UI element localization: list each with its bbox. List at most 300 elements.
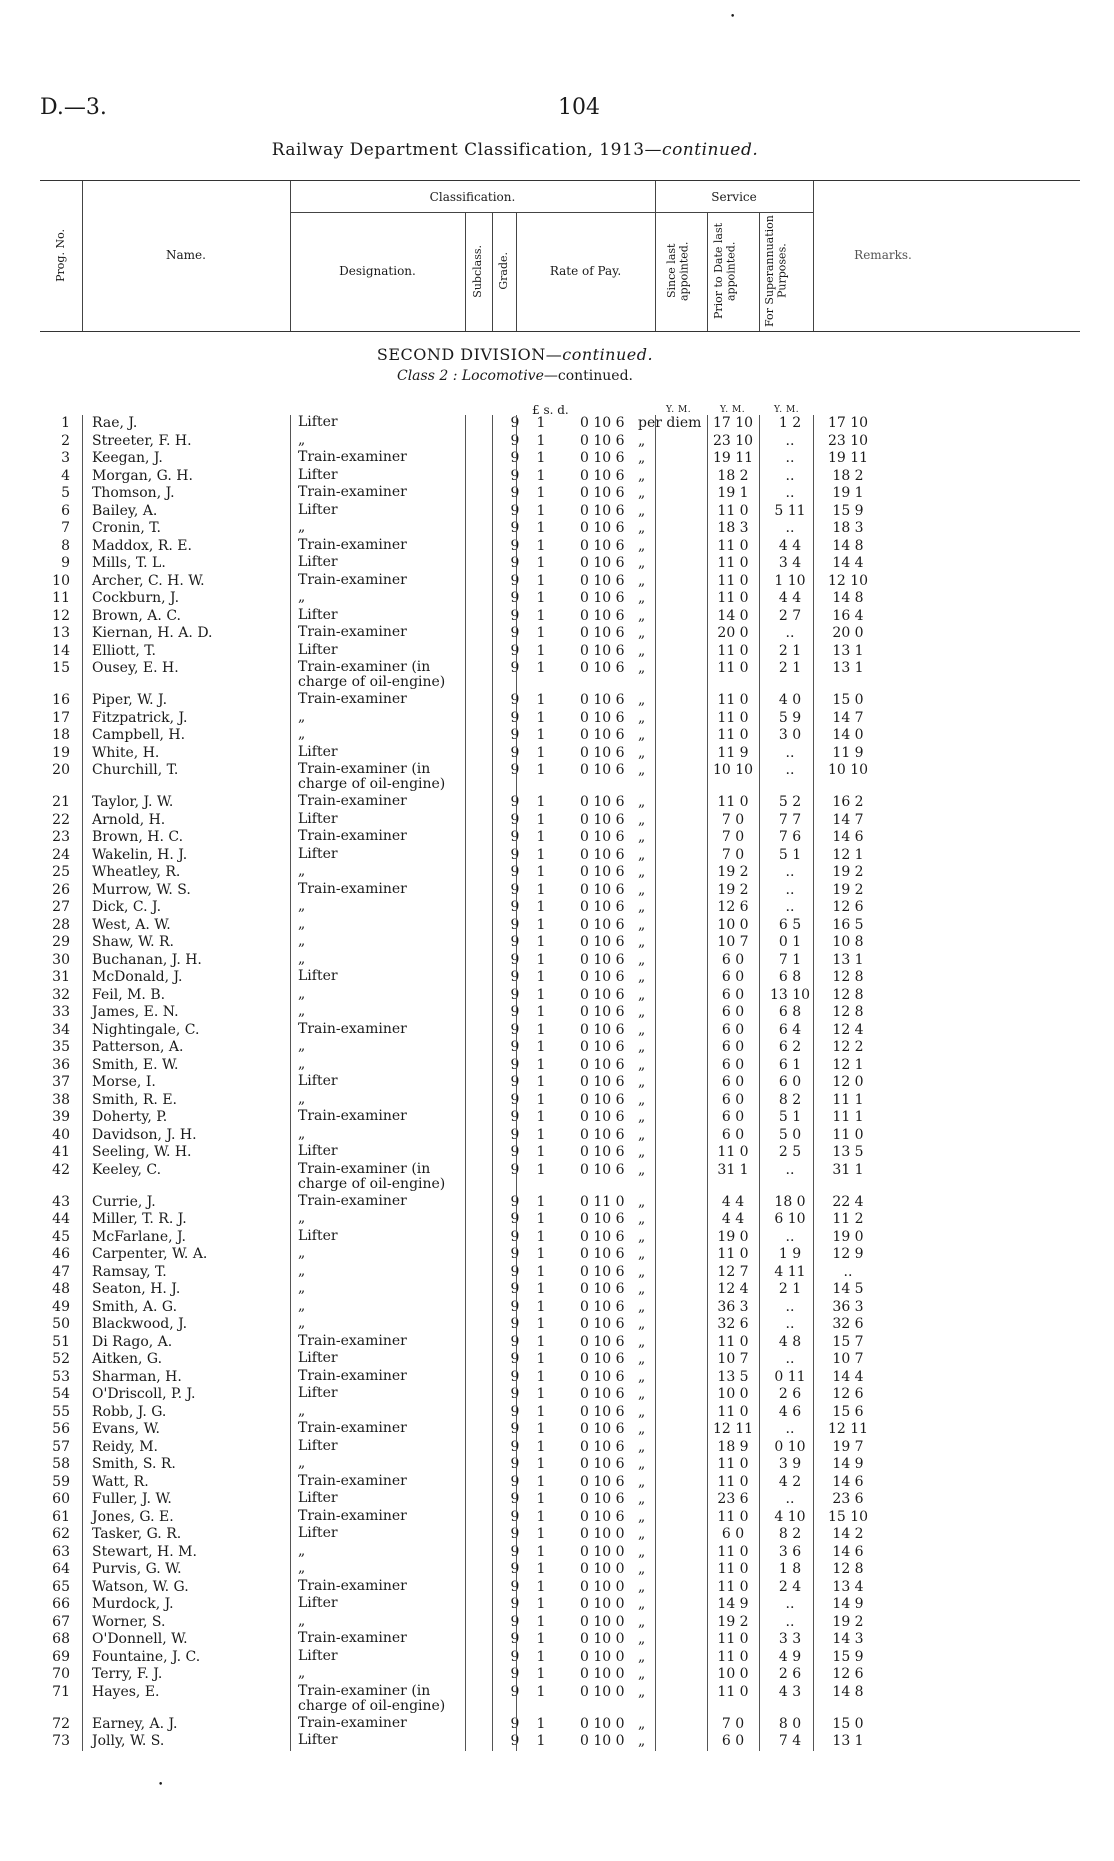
row-prog-number: 18 [52, 727, 70, 743]
row-rate-of-pay: 0 10 0 [580, 1648, 625, 1665]
row-prog-number: 21 [52, 794, 70, 810]
row-service-super: 15 0 [832, 692, 864, 708]
row-name: James, E. N. [92, 1004, 179, 1020]
table-row [40, 1684, 1080, 1716]
row-subclass: 9 [510, 572, 520, 589]
row-pay-period: „ [638, 1056, 646, 1073]
pay-units: £ s. d. [532, 403, 569, 417]
row-service-prior: 0 11 [774, 1368, 806, 1385]
row-service-prior: 5 1 [778, 846, 802, 863]
row-designation: Lifter [298, 1073, 338, 1089]
row-subclass: 9 [510, 607, 520, 624]
row-subclass: 9 [510, 1508, 520, 1525]
row-service-since: 36 3 [717, 1298, 749, 1315]
row-pay-period: „ [638, 1648, 646, 1665]
row-prog-number: 4 [61, 467, 70, 484]
row-grade: 1 [536, 934, 546, 950]
row-service-since: 12 6 [717, 899, 749, 915]
row-prog-number: 8 [61, 537, 70, 554]
row-service-since: 6 0 [721, 1733, 745, 1749]
row-service-prior: 2 1 [778, 642, 802, 659]
row-service-super: 19 7 [832, 1438, 864, 1455]
row-grade: 1 [536, 727, 546, 743]
row-rate-of-pay: 0 10 6 [580, 951, 625, 968]
row-subclass: 9 [510, 537, 520, 554]
row-prog-number: 49 [52, 1298, 70, 1315]
row-grade: 1 [536, 811, 546, 828]
row-service-prior: 2 1 [778, 1281, 802, 1297]
row-designation: „ [298, 1402, 306, 1419]
table-row [40, 625, 1080, 643]
row-service-prior: 6 8 [778, 1004, 802, 1020]
table-row [40, 1144, 1080, 1162]
row-subclass: 9 [510, 864, 520, 880]
row-pay-period: „ [638, 762, 646, 778]
row-name: Kiernan, H. A. D. [92, 625, 213, 641]
row-name: Hayes, E. [92, 1683, 160, 1700]
row-prog-number: 30 [52, 951, 70, 968]
row-designation: Train-examiner [298, 1714, 407, 1731]
table-row [40, 1194, 1080, 1212]
row-name: Wakelin, H. J. [92, 846, 188, 863]
row-prog-number: 34 [52, 1021, 70, 1038]
row-subclass: 9 [510, 1473, 520, 1490]
row-pay-period: „ [638, 450, 646, 466]
table-row [40, 1264, 1080, 1282]
table-row [40, 555, 1080, 573]
row-service-since: 11 0 [717, 1683, 749, 1700]
row-designation: „ [298, 1210, 306, 1226]
row-rate-of-pay: 0 10 6 [580, 1263, 625, 1280]
row-service-since: 11 0 [717, 692, 749, 708]
row-prog-number: 35 [52, 1039, 70, 1055]
row-designation: Train-examiner [298, 536, 407, 553]
row-service-super: 13 1 [832, 1733, 864, 1749]
table-row [40, 762, 1080, 794]
row-name: Jolly, W. S. [92, 1733, 165, 1749]
row-service-since: 19 11 [712, 450, 754, 466]
row-service-super: 12 8 [832, 969, 864, 985]
row-prog-number: 61 [52, 1508, 70, 1525]
row-service-super: 13 1 [832, 642, 864, 659]
row-pay-period: „ [638, 916, 646, 933]
row-name: Wheatley, R. [92, 864, 181, 880]
col-service: Service [655, 181, 813, 213]
row-prog-number: 6 [61, 502, 70, 519]
row-grade: 1 [536, 467, 546, 484]
row-grade: 1 [536, 572, 546, 589]
row-name: White, H. [92, 744, 160, 761]
row-service-since: 11 0 [717, 1403, 749, 1420]
row-pay-period: „ [638, 1316, 646, 1332]
row-service-since: 6 0 [721, 1056, 745, 1073]
row-designation: Train-examiner (in charge of oil-engine) [298, 1160, 446, 1192]
row-name: Tasker, G. R. [92, 1526, 182, 1542]
col-prior: Prior to Date last appointed. [712, 222, 738, 320]
row-rate-of-pay: 0 10 6 [580, 467, 625, 484]
row-service-prior: 4 10 [774, 1508, 806, 1525]
row-designation: „ [298, 1315, 306, 1331]
row-prog-number: 32 [52, 986, 70, 1003]
row-designation: Train-examiner (in charge of oil-engine) [298, 659, 446, 690]
row-service-prior: 5 9 [778, 709, 802, 726]
row-rate-of-pay: 0 10 6 [580, 794, 625, 810]
row-name: Stewart, H. M. [92, 1543, 197, 1560]
row-service-super: 12 8 [832, 1004, 864, 1020]
row-subclass: 9 [510, 1193, 520, 1210]
row-service-prior: 4 11 [774, 1263, 806, 1280]
row-service-prior: 3 3 [778, 1631, 802, 1647]
row-pay-period: „ [638, 727, 646, 743]
row-grade: 1 [536, 520, 546, 536]
row-service-since: 6 0 [721, 986, 745, 1003]
row-pay-period: „ [638, 1004, 646, 1020]
row-subclass: 9 [510, 1351, 520, 1367]
row-designation: „ [298, 1003, 306, 1019]
row-prog-number: 43 [52, 1193, 70, 1210]
row-grade: 1 [536, 1473, 546, 1490]
row-service-super: 14 9 [832, 1456, 864, 1472]
row-rate-of-pay: 0 10 6 [580, 1491, 625, 1507]
row-prog-number: 38 [52, 1091, 70, 1108]
row-rate-of-pay: 0 10 6 [580, 1316, 625, 1332]
row-grade: 1 [536, 1438, 546, 1455]
row-rate-of-pay: 0 10 6 [580, 899, 625, 915]
row-subclass: 9 [510, 1281, 520, 1297]
row-service-super: 19 0 [832, 1228, 864, 1245]
row-rate-of-pay: 0 10 6 [580, 881, 625, 898]
table-row [40, 1614, 1080, 1632]
row-designation: Train-examiner [298, 828, 407, 844]
row-prog-number: 29 [52, 934, 70, 950]
row-service-since: 11 0 [717, 1648, 749, 1665]
row-grade: 1 [536, 1281, 546, 1297]
row-pay-period: „ [638, 794, 646, 810]
row-subclass: 9 [510, 1298, 520, 1315]
row-grade: 1 [536, 1333, 546, 1350]
row-name: Seaton, H. J. [92, 1281, 181, 1297]
row-name: Watt, R. [92, 1473, 149, 1490]
row-service-prior: 2 6 [778, 1386, 802, 1402]
row-prog-number: 59 [52, 1473, 70, 1490]
row-designation: „ [298, 985, 306, 1002]
row-grade: 1 [536, 1298, 546, 1315]
row-subclass: 9 [510, 1456, 520, 1472]
col-subclass: Subclass. [471, 244, 485, 298]
row-service-prior: 6 4 [778, 1021, 802, 1038]
row-service-since: 11 0 [717, 1578, 749, 1595]
row-rate-of-pay: 0 10 6 [580, 1403, 625, 1420]
row-grade: 1 [536, 1596, 546, 1612]
row-prog-number: 7 [61, 520, 70, 536]
row-pay-period: „ [638, 1386, 646, 1402]
row-subclass: 9 [510, 1056, 520, 1073]
row-service-prior: .. [785, 1421, 795, 1437]
row-pay-period: „ [638, 1263, 646, 1280]
row-name: Di Rago, A. [92, 1333, 173, 1350]
table-row [40, 1246, 1080, 1264]
row-service-since: 10 0 [717, 1666, 749, 1682]
row-name: Seeling, W. H. [92, 1144, 192, 1160]
row-designation: „ [298, 1665, 306, 1681]
row-service-prior: 3 9 [778, 1456, 802, 1472]
row-subclass: 9 [510, 1631, 520, 1647]
table-row [40, 468, 1080, 486]
row-grade: 1 [536, 1351, 546, 1367]
row-service-since: 13 5 [717, 1368, 749, 1385]
table-row [40, 1074, 1080, 1092]
row-name: Patterson, A. [92, 1039, 184, 1055]
row-pay-period: „ [638, 1715, 646, 1732]
row-service-prior: 4 8 [778, 1333, 802, 1350]
row-subclass: 9 [510, 625, 520, 641]
row-prog-number: 45 [52, 1228, 70, 1245]
row-grade: 1 [536, 1578, 546, 1595]
row-subclass: 9 [510, 969, 520, 985]
row-subclass: 9 [510, 590, 520, 606]
row-service-super: 14 8 [832, 590, 864, 606]
row-designation: „ [298, 589, 306, 605]
row-name: McFarlane, J. [92, 1228, 186, 1245]
row-subclass: 9 [510, 829, 520, 845]
ym-units-prior: Y. M. [720, 405, 746, 415]
row-subclass: 9 [510, 727, 520, 743]
row-service-super: 12 4 [832, 1021, 864, 1038]
row-subclass: 9 [510, 1333, 520, 1350]
row-prog-number: 44 [52, 1211, 70, 1227]
row-subclass: 9 [510, 1386, 520, 1402]
row-grade: 1 [536, 1543, 546, 1560]
row-rate-of-pay: 0 10 0 [580, 1666, 625, 1682]
row-service-prior: 5 11 [774, 502, 806, 519]
row-subclass: 9 [510, 1316, 520, 1332]
row-designation: Train-examiner [298, 449, 407, 465]
row-subclass: 9 [510, 1144, 520, 1160]
row-grade: 1 [536, 881, 546, 898]
row-designation: „ [298, 898, 306, 914]
row-grade: 1 [536, 1126, 546, 1143]
row-rate-of-pay: 0 10 6 [580, 1211, 625, 1227]
row-grade: 1 [536, 607, 546, 624]
row-rate-of-pay: 0 10 0 [580, 1561, 625, 1577]
table-row [40, 1439, 1080, 1457]
row-grade: 1 [536, 1456, 546, 1472]
row-pay-period: „ [638, 1144, 646, 1160]
row-prog-number: 73 [52, 1733, 70, 1749]
row-service-since: 11 0 [717, 794, 749, 810]
row-designation: „ [298, 1245, 306, 1261]
row-service-super: 12 9 [832, 1246, 864, 1262]
row-pay-period: „ [638, 1526, 646, 1542]
row-prog-number: 47 [52, 1263, 70, 1280]
row-pay-period: „ [638, 1246, 646, 1262]
row-service-prior: 3 0 [778, 727, 802, 743]
row-pay-period: „ [638, 1473, 646, 1490]
row-service-super: 14 5 [832, 1281, 864, 1297]
row-pay-period: „ [638, 864, 646, 880]
row-subclass: 9 [510, 1613, 520, 1630]
row-prog-number: 69 [52, 1648, 70, 1665]
table-row [40, 1057, 1080, 1075]
table-row [40, 1474, 1080, 1492]
row-rate-of-pay: 0 10 6 [580, 986, 625, 1003]
row-prog-number: 13 [52, 625, 70, 641]
row-service-prior: .. [785, 467, 795, 484]
row-name: Morse, I. [92, 1074, 156, 1090]
row-service-since: 6 0 [721, 969, 745, 985]
row-prog-number: 5 [61, 485, 70, 501]
table-row [40, 969, 1080, 987]
row-grade: 1 [536, 1666, 546, 1682]
row-rate-of-pay: 0 10 6 [580, 1074, 625, 1090]
row-prog-number: 17 [52, 709, 70, 726]
row-prog-number: 9 [61, 555, 70, 571]
row-service-prior: 6 0 [778, 1074, 802, 1090]
row-pay-period: „ [638, 1733, 646, 1749]
row-grade: 1 [536, 450, 546, 466]
row-prog-number: 37 [52, 1074, 70, 1090]
row-designation: Lifter [298, 554, 338, 570]
table-row [40, 433, 1080, 451]
row-service-super: 19 11 [827, 450, 869, 466]
row-designation: Lifter [298, 414, 338, 430]
row-prog-number: 60 [52, 1491, 70, 1507]
page-title [40, 140, 990, 160]
row-service-super: 12 6 [832, 1386, 864, 1402]
row-prog-number: 54 [52, 1386, 70, 1402]
row-service-super: 23 6 [832, 1491, 864, 1507]
row-grade: 1 [536, 1074, 546, 1090]
row-name: Cronin, T. [92, 520, 161, 536]
row-name: Taylor, J. W. [92, 794, 174, 810]
row-prog-number: 22 [52, 811, 70, 828]
row-pay-period: „ [638, 1543, 646, 1560]
row-service-super: 19 2 [832, 881, 864, 898]
row-name: Smith, R. E. [92, 1091, 177, 1108]
row-name: Arnold, H. [92, 811, 166, 828]
row-designation: „ [298, 863, 306, 879]
row-rate-of-pay: 0 10 6 [580, 1456, 625, 1472]
row-service-prior: 6 5 [778, 916, 802, 933]
row-rate-of-pay: 0 10 6 [580, 916, 625, 933]
row-prog-number: 12 [52, 607, 70, 624]
row-subclass: 9 [510, 762, 520, 778]
row-pay-period: per diem [638, 415, 702, 431]
table-row [40, 608, 1080, 626]
row-service-prior: 5 2 [778, 794, 802, 810]
row-rate-of-pay: 0 10 6 [580, 432, 625, 449]
row-rate-of-pay: 0 10 6 [580, 692, 625, 708]
row-prog-number: 15 [52, 660, 70, 676]
row-rate-of-pay: 0 10 6 [580, 762, 625, 778]
row-prog-number: 52 [52, 1351, 70, 1367]
row-service-super: 19 2 [832, 864, 864, 880]
row-grade: 1 [536, 1193, 546, 1210]
row-grade: 1 [536, 1368, 546, 1385]
row-service-super: 11 1 [832, 1109, 864, 1125]
row-grade: 1 [536, 1683, 546, 1700]
row-name: O'Donnell, W. [92, 1631, 188, 1647]
row-service-since: 7 0 [721, 1715, 745, 1732]
row-name: Smith, S. R. [92, 1456, 176, 1472]
row-service-since: 23 10 [712, 432, 754, 449]
row-designation: „ [298, 431, 306, 448]
row-rate-of-pay: 0 10 6 [580, 590, 625, 606]
row-subclass: 9 [510, 1091, 520, 1108]
row-pay-period: „ [638, 590, 646, 606]
row-prog-number: 11 [52, 590, 70, 606]
row-subclass: 9 [510, 1733, 520, 1749]
col-remarks: Remarks. [854, 248, 912, 262]
row-designation: „ [298, 1297, 306, 1314]
row-service-super: 18 2 [832, 467, 864, 484]
row-name: Piper, W. J. [92, 692, 168, 708]
row-service-super: 12 2 [832, 1039, 864, 1055]
row-designation: Train-examiner [298, 1472, 407, 1489]
row-name: Buchanan, J. H. [92, 951, 202, 968]
table-row [40, 643, 1080, 661]
row-pay-period: „ [638, 1351, 646, 1367]
row-prog-number: 25 [52, 864, 70, 880]
row-service-since: 11 0 [717, 1561, 749, 1577]
row-service-prior: .. [785, 485, 795, 501]
staff-table-body [40, 415, 1080, 1751]
row-service-since: 11 0 [717, 1333, 749, 1350]
row-subclass: 9 [510, 485, 520, 501]
row-grade: 1 [536, 899, 546, 915]
document-page [40, 95, 1080, 1749]
row-service-super: 31 1 [832, 1161, 864, 1178]
row-service-since: 19 1 [717, 485, 749, 501]
col-rate: Rate of Pay. [549, 264, 622, 278]
row-prog-number: 55 [52, 1403, 70, 1420]
row-prog-number: 46 [52, 1246, 70, 1262]
row-grade: 1 [536, 762, 546, 778]
row-grade: 1 [536, 590, 546, 606]
row-name: Nightingale, C. [92, 1021, 200, 1038]
row-pay-period: „ [638, 1561, 646, 1577]
row-name: McDonald, J. [92, 969, 183, 985]
table-row [40, 1491, 1080, 1509]
row-name: Feil, M. B. [92, 986, 166, 1003]
row-grade: 1 [536, 1648, 546, 1665]
row-service-prior: 1 8 [778, 1561, 802, 1577]
row-service-prior: .. [785, 1228, 795, 1245]
row-grade: 1 [536, 1161, 546, 1178]
row-name: Terry, F. J. [92, 1666, 163, 1682]
row-service-since: 12 7 [717, 1263, 749, 1280]
row-designation: Lifter [298, 501, 338, 518]
row-service-since: 4 4 [721, 1193, 745, 1210]
row-prog-number: 28 [52, 916, 70, 933]
row-pay-period: „ [638, 1021, 646, 1038]
row-subclass: 9 [510, 846, 520, 863]
row-designation: Train-examiner [298, 571, 407, 588]
row-service-since: 7 0 [721, 846, 745, 863]
row-subclass: 9 [510, 1561, 520, 1577]
row-rate-of-pay: 0 10 6 [580, 572, 625, 589]
row-designation: „ [298, 1542, 306, 1559]
row-subclass: 9 [510, 709, 520, 726]
col-designation: Designation. [339, 264, 416, 278]
table-row [40, 1369, 1080, 1387]
row-name: Cockburn, J. [92, 590, 180, 606]
row-grade: 1 [536, 1421, 546, 1437]
row-designation: Train-examiner (in charge of oil-engine) [298, 1682, 446, 1714]
row-service-since: 11 0 [717, 537, 749, 554]
row-subclass: 9 [510, 951, 520, 968]
row-prog-number: 53 [52, 1368, 70, 1385]
